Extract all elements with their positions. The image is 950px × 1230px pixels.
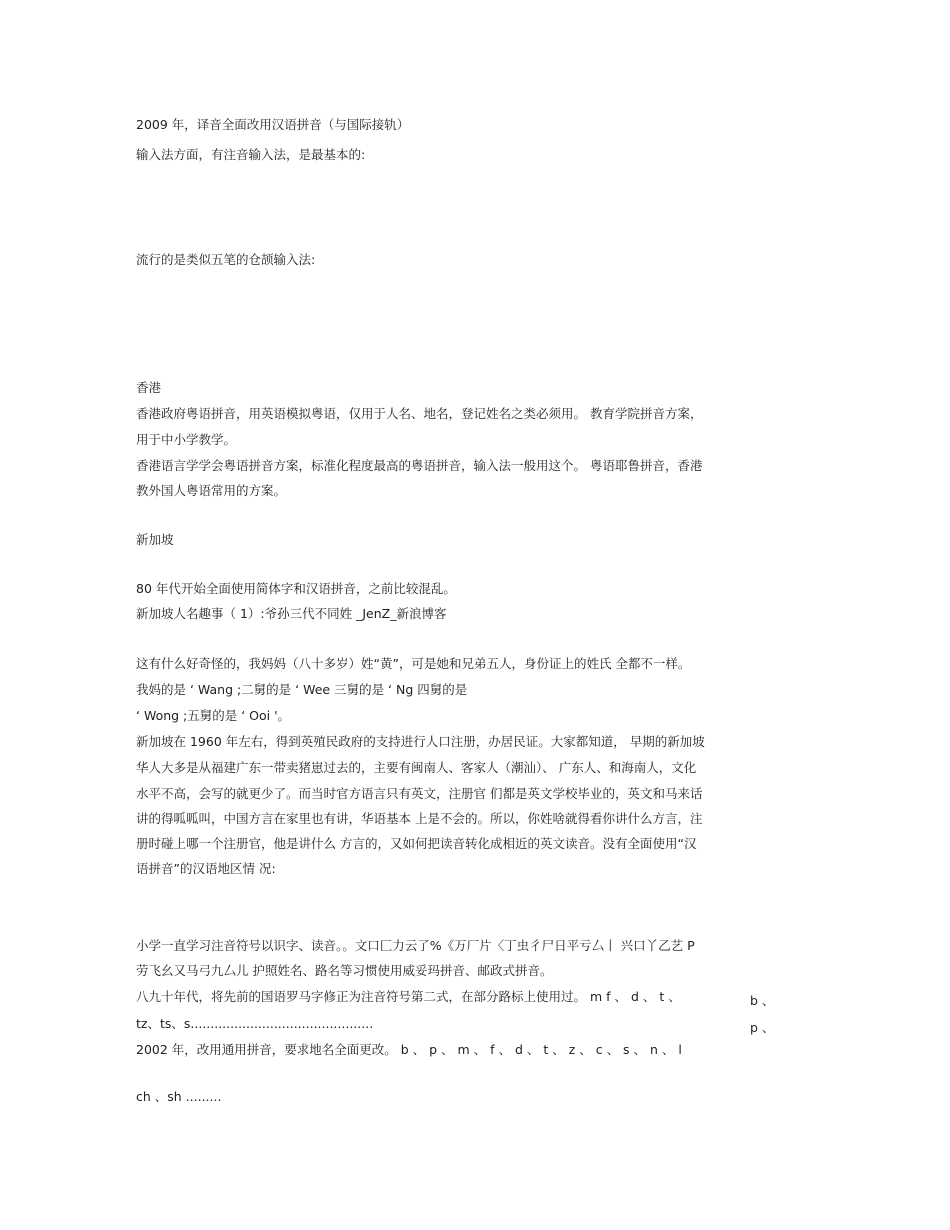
text-line: tz、ts、s.............................................. xyxy=(136,1016,374,1031)
text-line: 香港政府粤语拼音，用英语模拟粤语，仅用于人名、地名，登记姓名之类必须用。 教育学院拼音方案， xyxy=(136,406,703,421)
text-line: 80 年代开始全面使用简体字和汉语拼音，之前比较混乱。 xyxy=(136,581,456,596)
text-line: 劳飞幺又马弓九厶儿 护照姓名、路名等习惯使用威妥玛拼音、邮政式拼音。 xyxy=(136,963,553,978)
section-heading: 新加坡 xyxy=(136,532,174,547)
text-line: 语拼音”的汉语地区情 况: xyxy=(136,861,276,876)
text-line: 水平不高，会写的就更少了。而当时官方语言只有英文，注册官 们都是英文学校毕业的，英文和马来话 xyxy=(136,786,703,801)
text-line: 教外国人粤语常用的方案。 xyxy=(136,483,287,498)
text-line: 流行的是类似五笔的仓颉输入法: xyxy=(136,252,316,267)
text-line: 香港语言学学会粤语拼音方案，标准化程度最高的粤语拼音，输入法一般用这个。 粤语耶鲁拼音，香港 xyxy=(136,458,703,473)
text-fragment: p 、 xyxy=(750,1020,775,1035)
text-line: 华人大多是从福建广东一带卖猪崽过去的，主要有闽南人、客家人（潮汕）、 广东人、和海南人，文化 xyxy=(136,760,697,775)
text-line: 册时碰上哪一个注册官，他是讲什么 方言的，又如何把读音转化成相近的英文读音。没有全面使用“汉 xyxy=(136,836,697,851)
text-line: ‘ Wong ;五舅的是 ‘ Ooi '。 xyxy=(136,708,291,723)
text-line: 小学一直学习注音符号以识字、读音。。文口匚力云了%《万厂片〈丁虫彳尸日平亏厶丨 兴口丫乙艺 P xyxy=(136,938,695,953)
text-line: 2009 年，译音全面改用汉语拼音（与国际接轨） xyxy=(136,117,410,132)
text-line: 八九十年代，将先前的国语罗马字修正为注音符号第二式，在部分路标上使用过。 m f 、 d 、 t 、 xyxy=(136,989,681,1004)
text-line: 用于中小学教学。 xyxy=(136,432,237,447)
text-line: 2002 年，改用通用拼音，要求地名全面更改。 b 、 p 、 m 、 f 、 d 、 t 、 z 、 c 、 s 、 n 、 l xyxy=(136,1042,682,1057)
section-heading: 香港 xyxy=(136,380,162,395)
text-line: 输入法方面，有注音输入法，是最基本的: xyxy=(136,147,366,162)
text-line: ch 、sh ......... xyxy=(136,1089,222,1104)
text-line: 这有什么好奇怪的，我妈妈（八十多岁）姓“黄”，可是她和兄弟五人，身份证上的姓氏 全都不一样。 xyxy=(136,656,691,671)
text-line: 新加坡在 1960 年左右，得到英殖民政府的支持进行人口注册，办居民证。大家都知道， 早期的新加坡 xyxy=(136,734,705,749)
text-fragment: b 、 xyxy=(750,993,775,1008)
text-line: 我妈的是 ‘ Wang ;二舅的是 ‘ Wee 三舅的是 ‘ Ng 四舅的是 xyxy=(136,682,468,697)
text-line: 讲的得呱呱叫，中国方言在家里也有讲，华语基本 上是不会的。所以，你姓啥就得看你讲什么方言，注 xyxy=(136,811,703,826)
text-line: 新加坡人名趣事（ 1）:爷孙三代不同姓 _JenZ_新浪博客 xyxy=(136,606,447,621)
